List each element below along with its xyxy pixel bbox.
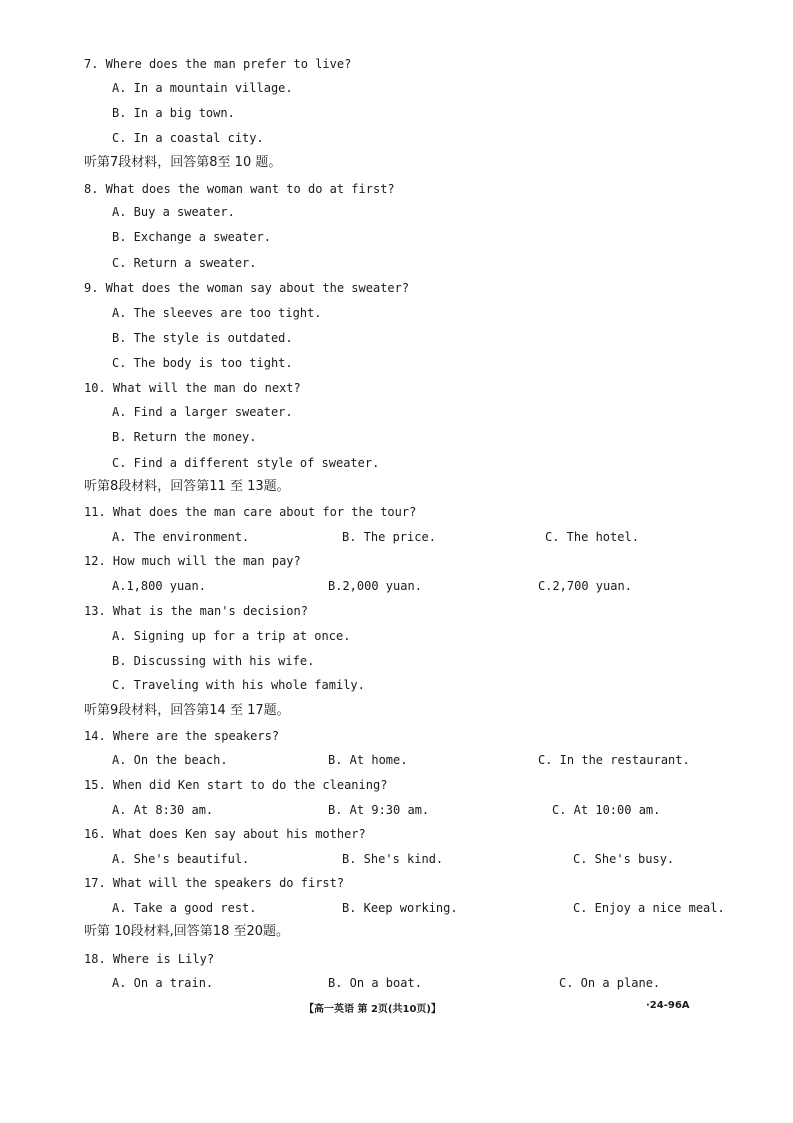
question-8-option-b: B. Exchange a sweater.: [112, 230, 271, 244]
question-7-option-a: A. In a mountain village.: [112, 81, 293, 95]
question-16-option-c: C. She's busy.: [573, 852, 675, 866]
question-18-option-b: B. On a boat.: [328, 976, 422, 990]
question-7-option-c: C. In a coastal city.: [112, 131, 264, 145]
question-8-option-c: C. Return a sweater.: [112, 256, 257, 270]
question-17: 17. What will the speakers do first?: [84, 876, 345, 890]
question-7: 7. Where does the man prefer to live?: [84, 57, 352, 71]
question-9-option-c: C. The body is too tight.: [112, 356, 293, 370]
question-15-option-b: B. At 9:30 am.: [328, 803, 430, 817]
question-11-option-b: B. The price.: [342, 530, 436, 544]
question-14-option-a: A. On the beach.: [112, 753, 228, 767]
section-heading-7: 听第7段材料，回答第8至 10 题。: [84, 155, 282, 170]
question-9: 9. What does the woman say about the sweater?: [84, 281, 410, 295]
question-17-option-a: A. Take a good rest.: [112, 901, 257, 915]
question-14-option-c: C. In the restaurant.: [538, 753, 690, 767]
question-16-option-b: B. She's kind.: [342, 852, 444, 866]
question-13-option-b: B. Discussing with his wife.: [112, 654, 315, 668]
question-11-option-a: A. The environment.: [112, 530, 250, 544]
question-10-option-a: A. Find a larger sweater.: [112, 405, 293, 419]
question-14: 14. Where are the speakers?: [84, 729, 280, 743]
question-15: 15. When did Ken start to do the cleaning?: [84, 778, 388, 792]
section-heading-8: 听第8段材料，回答第11 至 13题。: [84, 479, 290, 494]
question-17-option-c: C. Enjoy a nice meal.: [573, 901, 725, 915]
question-9-option-b: B. The style is outdated.: [112, 331, 293, 345]
question-18-option-c: C. On a plane.: [559, 976, 661, 990]
question-11-option-c: C. The hotel.: [545, 530, 639, 544]
question-18: 18. Where is Lily?: [84, 952, 215, 966]
question-16-option-a: A. She's beautiful.: [112, 852, 250, 866]
page-footer-code: ·24-96A: [646, 1000, 690, 1011]
question-15-option-c: C. At 10:00 am.: [552, 803, 661, 817]
question-12-option-a: A.1,800 yuan.: [112, 579, 206, 593]
question-7-option-b: B. In a big town.: [112, 106, 235, 120]
question-18-option-a: A. On a train.: [112, 976, 214, 990]
question-14-option-b: B. At home.: [328, 753, 408, 767]
question-12-option-c: C.2,700 yuan.: [538, 579, 632, 593]
question-8-option-a: A. Buy a sweater.: [112, 205, 235, 219]
question-13: 13. What is the man's decision?: [84, 604, 308, 618]
question-13-option-c: C. Traveling with his whole family.: [112, 678, 365, 692]
question-12: 12. How much will the man pay?: [84, 554, 301, 568]
question-13-option-a: A. Signing up for a trip at once.: [112, 629, 351, 643]
section-heading-10: 听第 10段材料,回答第18 至20题。: [84, 924, 290, 939]
question-10-option-c: C. Find a different style of sweater.: [112, 456, 380, 470]
page-footer-label: 【高一英语 第 2页(共10页)】: [304, 1004, 441, 1015]
section-heading-9: 听第9段材料，回答第14 至 17题。: [84, 703, 290, 718]
question-15-option-a: A. At 8:30 am.: [112, 803, 214, 817]
question-12-option-b: B.2,000 yuan.: [328, 579, 422, 593]
question-8: 8. What does the woman want to do at first?: [84, 182, 395, 196]
question-9-option-a: A. The sleeves are too tight.: [112, 306, 322, 320]
question-16: 16. What does Ken say about his mother?: [84, 827, 366, 841]
question-10-option-b: B. Return the money.: [112, 430, 257, 444]
question-17-option-b: B. Keep working.: [342, 901, 458, 915]
question-11: 11. What does the man care about for the tour?: [84, 505, 417, 519]
question-10: 10. What will the man do next?: [84, 381, 301, 395]
